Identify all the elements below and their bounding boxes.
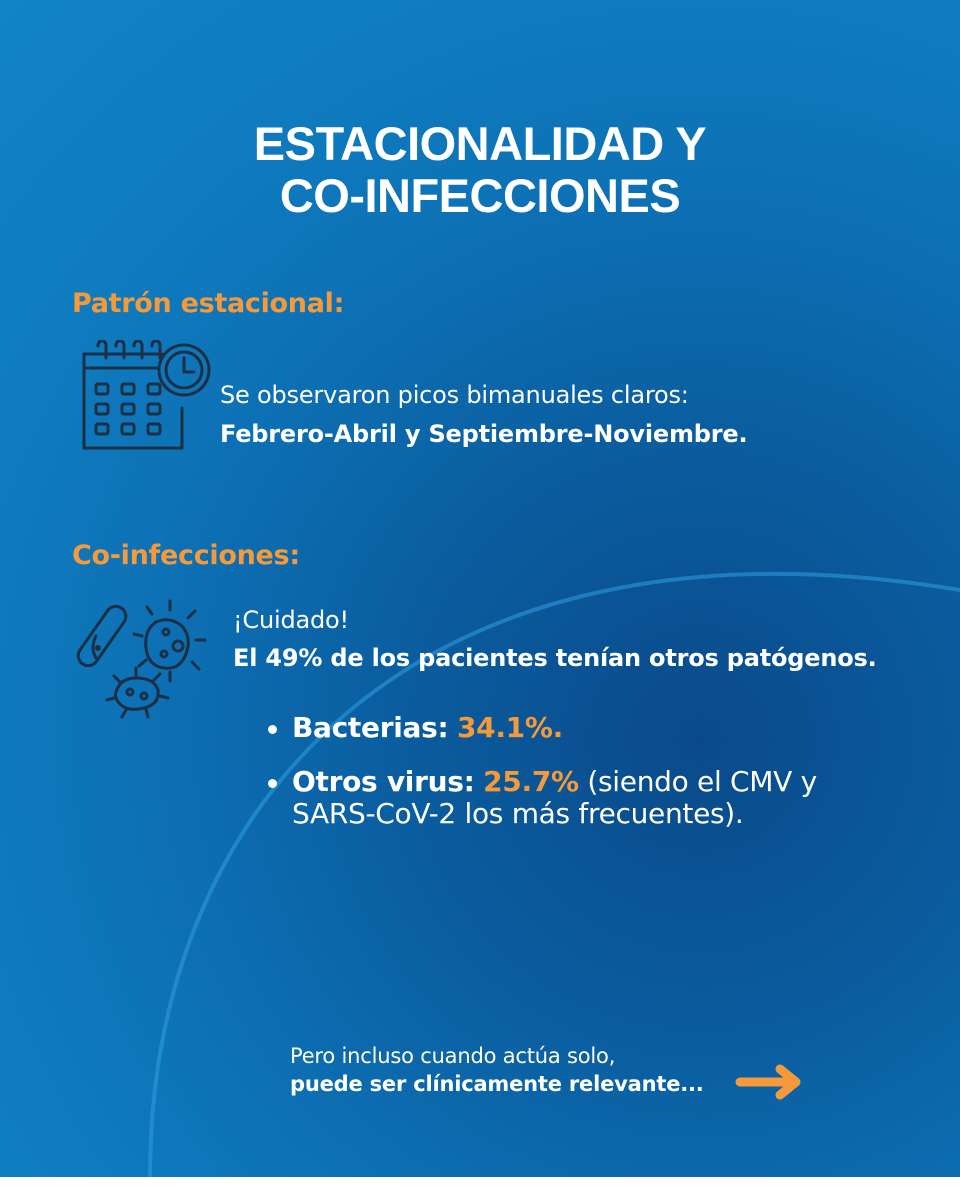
bullet-label: Otros virus: — [292, 765, 475, 798]
bullet-label: Bacterias: — [292, 711, 449, 744]
bullet-value: 25.7% — [483, 765, 579, 798]
coinfection-summary: El 49% de los pacientes tenían otros patógenos. — [233, 644, 877, 672]
arrow-right-icon[interactable] — [734, 1064, 806, 1100]
page-title — [0, 118, 960, 222]
footer-line-1: Pero incluso cuando actúa solo, — [290, 1044, 616, 1068]
pathogen-list — [268, 712, 908, 852]
bullet-value: 34.1%. — [456, 711, 563, 744]
title-line-1: ESTACIONALIDAD Y — [253, 117, 707, 170]
list-item-bacteria — [268, 712, 908, 744]
list-item-other-viruses — [268, 766, 908, 830]
germs-icon — [74, 596, 214, 724]
seasonal-heading: Patrón estacional: — [72, 288, 345, 319]
warning-text: ¡Cuidado! — [233, 606, 349, 634]
footer-teaser — [290, 1042, 704, 1098]
footer-line-2: puede ser clínicamente relevante... — [290, 1072, 704, 1096]
bullet-dot — [268, 725, 277, 734]
coinfections-heading: Co-infecciones: — [72, 540, 300, 571]
seasonal-text: Se observaron picos bimanuales claros: — [220, 381, 689, 409]
bullet-note: (siendo el CMV y SARS-CoV-2 los más frecuentes). — [292, 765, 817, 830]
calendar-clock-icon — [76, 340, 216, 456]
title-line-2: CO-INFECCIONES — [279, 169, 681, 222]
seasonal-peaks-text: Febrero-Abril y Septiembre-Noviembre. — [220, 420, 748, 448]
bullet-dot — [268, 779, 277, 788]
